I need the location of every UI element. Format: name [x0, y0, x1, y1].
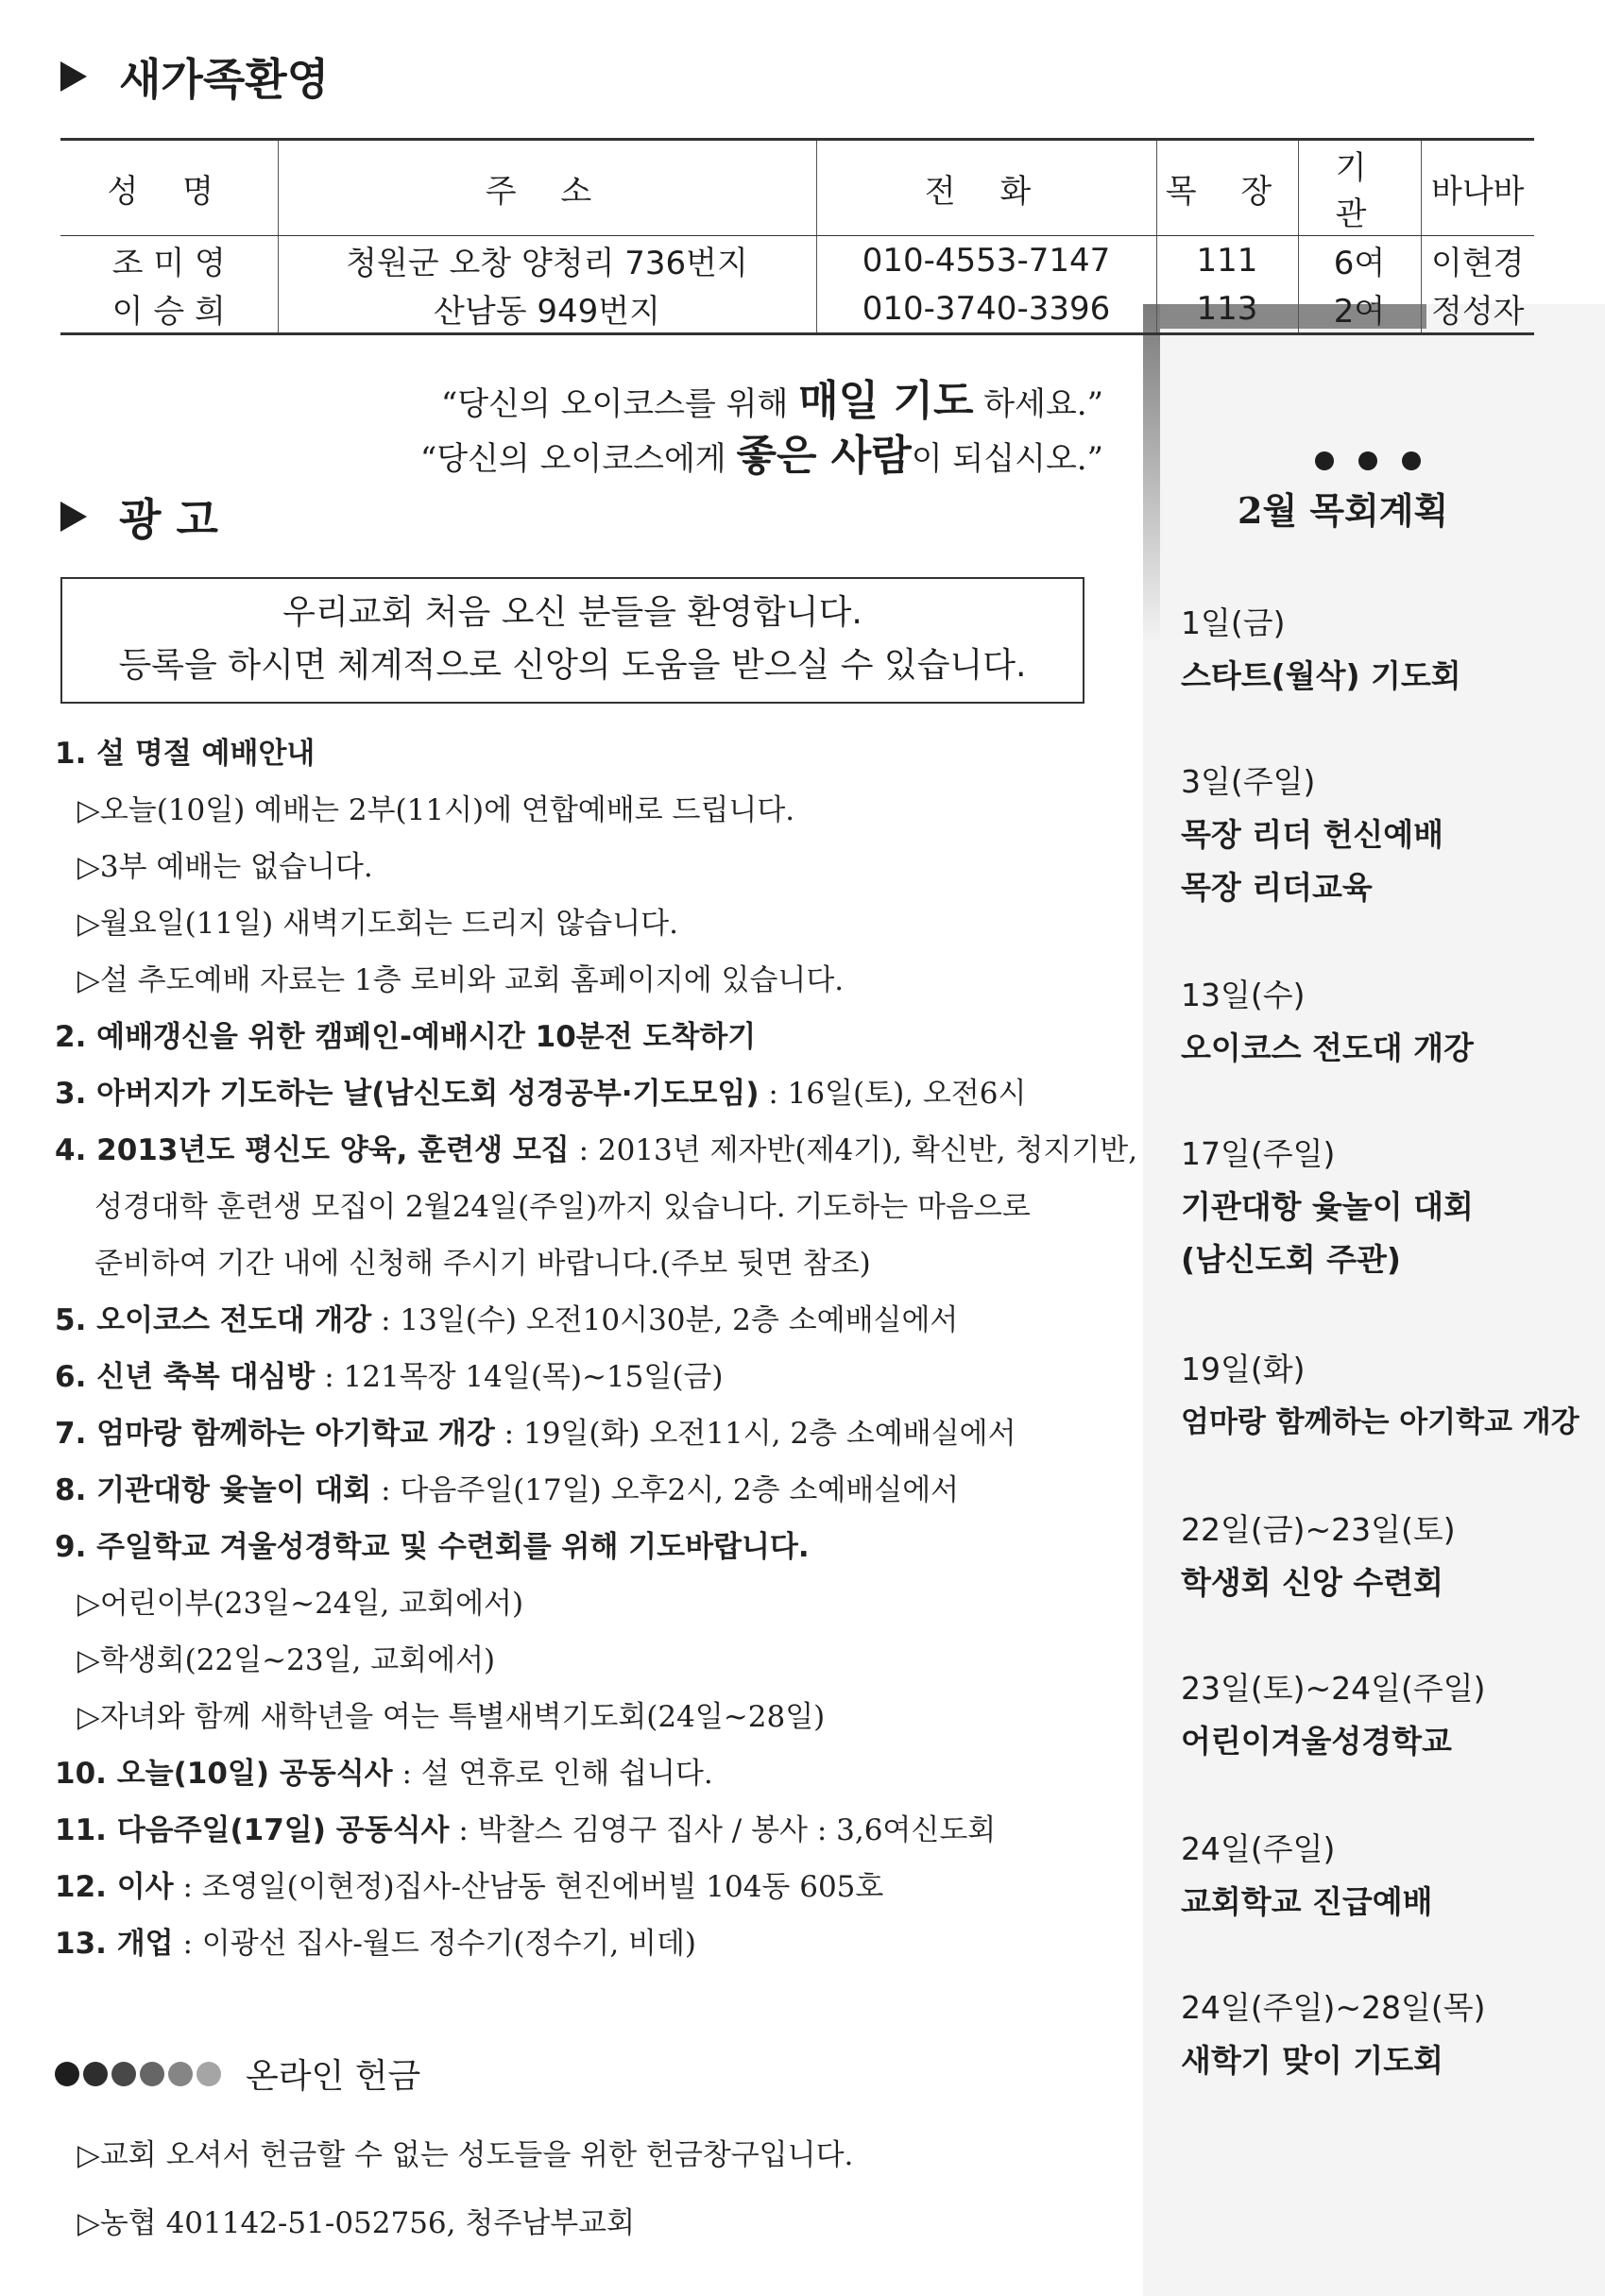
ad-text: : 설 연휴로 인해 쉽니다.	[392, 1757, 713, 1791]
ads-heading	[60, 485, 218, 548]
event-date: 19일(화)	[1181, 1351, 1306, 1387]
ad-title: 11. 다음주일(17일) 공동식사	[55, 1813, 450, 1847]
cell-address: 청원군 오창 양청리 736번지	[278, 236, 816, 285]
sidebar-edge-decoration	[1143, 304, 1160, 644]
dot-icon	[1402, 451, 1421, 470]
ad-subitem: ▷3부 예배는 없습니다.	[77, 850, 373, 884]
online-line-2: ▷농협 401142-51-052756, 청주남부교회	[77, 2206, 636, 2240]
ad-item-5	[55, 1296, 958, 1338]
triangle-bullet-icon	[60, 502, 87, 532]
cell-cell: 113	[1156, 284, 1298, 334]
ad-text: : 이광선 집사-월드 정수기(정수기, 비데)	[173, 1927, 697, 1961]
ad-title: 3. 아버지가 기도하는 날(남신도회 성경공부·기도모임)	[55, 1077, 760, 1111]
column-header-cell: 목 장	[1156, 140, 1298, 236]
dot-icon	[111, 2062, 136, 2086]
ad-item-1	[55, 729, 315, 772]
cell-phone: 010-3740-3396	[816, 284, 1156, 334]
ad-title: 8. 기관대항 윷놀이 대회	[55, 1473, 372, 1507]
ad-subitem: ▷자녀와 함께 새학년을 여는 특별새벽기도회(24일~28일)	[77, 1700, 826, 1734]
quote-emphasis: 매일 기도	[798, 377, 974, 425]
cell-name: 이 승 희	[60, 284, 278, 334]
ad-title: 12. 이사	[55, 1870, 174, 1904]
event-text: 목장 리더 헌신예배	[1181, 816, 1444, 853]
ad-item-7	[55, 1409, 1016, 1452]
ad-text: : 조영일(이현정)집사-산남동 현진에버빌 104동 605호	[173, 1870, 884, 1904]
ad-continuation: 성경대학 훈련생 모집이 2월24일(주일)까지 있습니다. 기도하는 마음으로	[94, 1190, 1031, 1224]
welcome-line-2: 등록을 하시면 체계적으로 신앙의 도움을 받으실 수 있습니다.	[118, 646, 1027, 685]
ad-item-10	[55, 1749, 713, 1792]
event-date: 23일(토)~24일(주일)	[1181, 1670, 1486, 1707]
triangle-bullet-icon	[60, 61, 87, 92]
dot-icon	[1315, 451, 1334, 470]
ad-continuation: 준비하여 기간 내에 신청해 주시기 바랍니다.(주보 뒷면 참조)	[94, 1247, 871, 1281]
ad-item-11	[55, 1806, 996, 1848]
ad-subitem: ▷학생회(22일~23일, 교회에서)	[77, 1643, 496, 1677]
sidebar-title: 2월 목회계획	[1238, 489, 1449, 532]
event-text: 엄마랑 함께하는 아기학교 개강	[1181, 1405, 1579, 1439]
cell-cell: 111	[1156, 236, 1298, 285]
dot-icon	[168, 2062, 193, 2086]
cell-org: 2여	[1298, 284, 1421, 334]
event-date: 22일(금)~23일(토)	[1181, 1511, 1456, 1548]
event-text: 교회학교 진급예배	[1181, 1883, 1433, 1920]
event-text: 스타트(월삭) 기도회	[1181, 657, 1461, 694]
ad-item-4	[55, 1126, 1137, 1168]
ad-subitem: ▷오늘(10일) 예배는 2부(11시)에 연합예배로 드립니다.	[77, 793, 795, 827]
sidebar-dots	[1315, 451, 1421, 470]
ad-title: 9. 주일학교 겨울성경학교 및 수련회를 위해 기도바랍니다.	[55, 1530, 810, 1564]
column-header-name: 성 명	[60, 140, 278, 236]
dot-icon	[83, 2062, 108, 2086]
cell-barnabas: 이현경	[1421, 236, 1534, 285]
ad-text: : 16일(토), 오전6시	[759, 1077, 1027, 1111]
new-family-table	[60, 138, 1534, 335]
ad-title: 7. 엄마랑 함께하는 아기학교 개강	[55, 1417, 495, 1451]
table-header-row	[60, 140, 1534, 236]
event-text: 기관대항 윷놀이 대회	[1181, 1188, 1474, 1225]
online-heading-text: 온라인 헌금	[246, 2057, 421, 2096]
dot-icon	[55, 2062, 79, 2086]
ad-subitem: ▷설 추도예배 자료는 1층 로비와 교회 홈페이지에 있습니다.	[77, 963, 845, 997]
event-text: 오이코스 전도대 개강	[1181, 1029, 1474, 1066]
new-family-heading	[60, 45, 329, 108]
column-header-barnabas: 바나바	[1421, 140, 1534, 236]
ad-item-9	[55, 1522, 810, 1565]
event-text: 새학기 맞이 기도회	[1181, 2042, 1444, 2079]
cell-barnabas: 정성자	[1421, 284, 1534, 334]
ad-title: 10. 오늘(10일) 공동식사	[55, 1757, 393, 1791]
ad-title: 6. 신년 축복 대심방	[55, 1360, 316, 1394]
event-date: 17일(주일)	[1181, 1135, 1336, 1172]
cell-address: 산남동 949번지	[278, 284, 816, 334]
cell-phone: 010-4553-7147	[816, 236, 1156, 285]
online-line-1: ▷교회 오셔서 헌금할 수 없는 성도들을 위한 헌금창구입니다.	[77, 2138, 854, 2172]
ad-text: : 13일(수) 오전10시30분, 2층 소예배실에서	[371, 1303, 959, 1337]
quote-text: 이 되십시오.”	[911, 440, 1103, 478]
event-date: 24일(주일)	[1181, 1830, 1336, 1867]
ads-heading-text: 광 고	[119, 494, 218, 545]
table-row	[60, 236, 1534, 285]
ad-item-13	[55, 1919, 696, 1962]
ad-item-8	[55, 1466, 959, 1508]
ad-title: 1. 설 명절 예배안내	[55, 737, 316, 771]
ad-text: : 121목장 14일(목)~15일(금)	[315, 1360, 724, 1394]
event-date: 13일(수)	[1181, 977, 1306, 1013]
ad-title: 5. 오이코스 전도대 개강	[55, 1303, 372, 1337]
dot-icon	[140, 2062, 164, 2086]
ad-text: : 박찰스 김영구 집사 / 봉사 : 3,6여신도회	[449, 1813, 997, 1847]
ad-item-2	[55, 1012, 756, 1055]
column-header-address: 주 소	[278, 140, 816, 236]
ad-subitem: ▷월요일(11일) 새벽기도회는 드리지 않습니다.	[77, 907, 678, 941]
new-family-heading-text: 새가족환영	[119, 54, 330, 105]
ad-item-6	[55, 1352, 723, 1395]
ad-text: : 다음주일(17일) 오후2시, 2층 소예배실에서	[371, 1473, 960, 1507]
quote-line-2	[159, 421, 1103, 482]
quote-text: “당신의 오이코스를 위해	[440, 385, 799, 423]
ad-item-12	[55, 1862, 883, 1905]
cell-name: 조 미 영	[111, 245, 226, 282]
table-row	[60, 284, 1534, 334]
quote-text: “당신의 오이코스에게	[419, 440, 737, 478]
column-header-phone: 전 화	[816, 140, 1156, 236]
ad-subitem: ▷어린이부(23일~24일, 교회에서)	[77, 1587, 524, 1621]
event-text: 학생회 신앙 수련회	[1181, 1564, 1444, 1601]
event-text: (남신도회 주관)	[1181, 1241, 1401, 1278]
column-header-org: 기 관	[1298, 140, 1421, 236]
quote-emphasis: 좋은 사람	[736, 432, 912, 480]
ad-title: 13. 개업	[55, 1927, 174, 1961]
ad-text: : 19일(화) 오전11시, 2층 소예배실에서	[494, 1417, 1016, 1451]
ad-title: 2. 예배갱신을 위한 캠페인-예배시간 10분전 도착하기	[55, 1020, 757, 1054]
ad-title: 4. 2013년도 평신도 양육, 훈련생 모집	[55, 1133, 570, 1167]
event-text: 목장 리더교육	[1181, 869, 1373, 906]
quote-line-1	[159, 366, 1103, 427]
dot-icon	[196, 2062, 221, 2086]
event-date: 1일(금)	[1181, 604, 1286, 641]
event-date: 24일(주일)~28일(목)	[1181, 1989, 1486, 2026]
welcome-box	[60, 577, 1084, 704]
online-offering-heading	[55, 2049, 420, 2098]
dot-icon	[1358, 451, 1377, 470]
welcome-line-1: 우리교회 처음 오신 분들을 환영합니다.	[282, 593, 862, 632]
event-date: 3일(주일)	[1181, 763, 1316, 800]
event-text: 어린이겨울성경학교	[1181, 1723, 1452, 1760]
ad-item-3	[55, 1069, 1026, 1112]
quote-text: 하세요.”	[973, 385, 1103, 423]
cell-org: 6여	[1298, 236, 1421, 285]
ad-text: : 2013년 제자반(제4기), 확신반, 청지기반,	[569, 1133, 1138, 1167]
